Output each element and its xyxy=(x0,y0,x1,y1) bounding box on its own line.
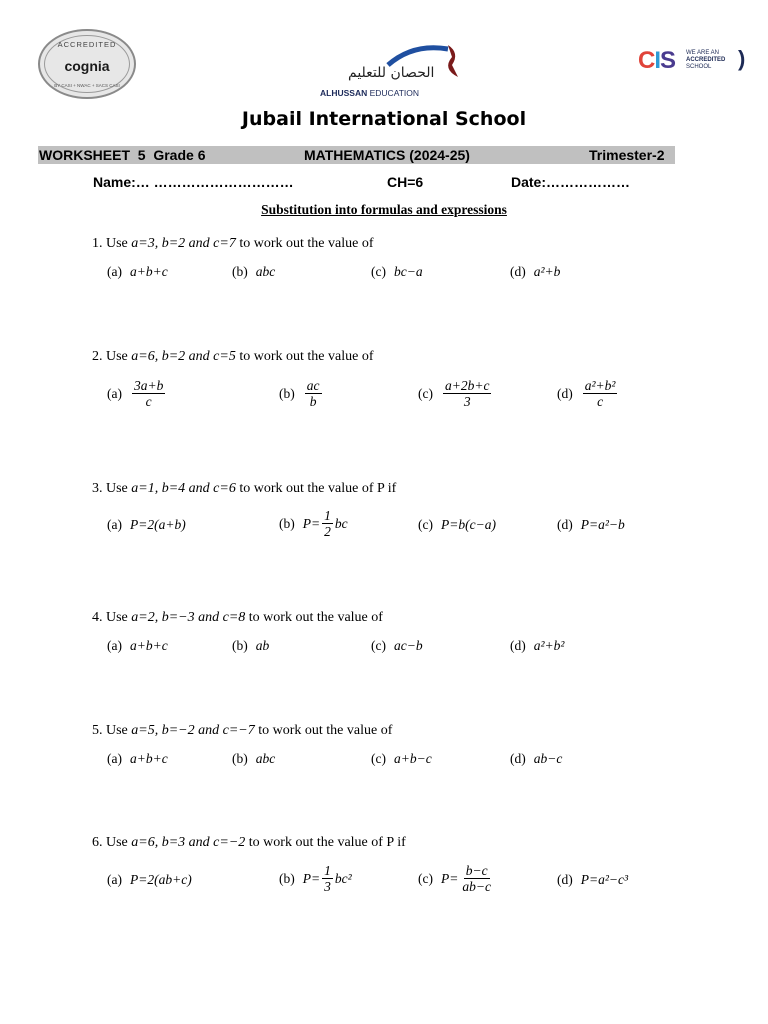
cis-paren-mark: ) xyxy=(738,46,746,71)
cognia-accreditation-logo xyxy=(38,29,136,99)
question-3-part-a: (a) P=2(a+b) xyxy=(107,517,186,532)
cis-accredited-text: WE ARE AN ACCREDITED SCHOOL xyxy=(686,50,726,70)
question-4-part-b: (b) ab xyxy=(232,638,270,653)
topic-heading: Substitution into formulas and expressions xyxy=(261,202,507,217)
cognia-wordmark: cognia xyxy=(64,58,110,74)
term-label: Trimester-2 xyxy=(589,147,665,163)
alhussan-english-text: ALHUSSAN EDUCATION xyxy=(320,88,420,98)
subject-label: MATHEMATICS (2024-25) xyxy=(304,147,470,163)
question-4-part-a: (a) a+b+c xyxy=(107,638,168,653)
cognia-bottom-text: BY CASI + NWAC + SACS CASI xyxy=(54,83,120,88)
question-4-part-c: (c) ac−b xyxy=(371,638,423,653)
worksheet-header-band xyxy=(38,146,675,164)
question-6-part-c: (c) P= $\frac{b-c}{ab-c}$ xyxy=(418,863,491,894)
question-2-part-c: (c) $\frac{a+2b+c}{3}$ xyxy=(418,378,490,409)
question-5-part-c: (c) a+b−c xyxy=(371,751,432,766)
cognia-accredited-text: ACCREDITED xyxy=(57,40,117,49)
question-1-stem: 1. Use a=3, b=2 and c=7 to work out the value of xyxy=(92,236,374,251)
question-5-part-d: (d) ab−c xyxy=(510,751,563,766)
question-3-part-c: (c) P=b(c−a) xyxy=(418,517,496,532)
question-1-part-c: (c) bc−a xyxy=(371,264,423,279)
question-3-stem: 3. Use a=1, b=4 and c=6 to work out the value of P if xyxy=(92,481,397,496)
cis-accredited-logo xyxy=(638,48,748,76)
question-3-part-b: (b) P= $\frac{1}{2}$ bc xyxy=(279,508,348,539)
question-2-stem: 2. Use a=6, b=2 and c=5 to work out the value of xyxy=(92,349,374,364)
chapter-label: CH=6 xyxy=(387,174,424,190)
alhussan-education-logo xyxy=(318,43,470,101)
question-4-stem: 4. Use a=2, b=−3 and c=8 to work out the value of xyxy=(92,610,383,625)
question-1-part-a: (a) a+b+c xyxy=(107,264,168,279)
worksheet-label: WORKSHEET 5 Grade 6 xyxy=(39,147,206,163)
question-1-part-d: (d) a²+b xyxy=(510,264,561,279)
name-field[interactable]: Name:… ………………………… xyxy=(93,174,294,190)
question-6-part-b: (b) P= $\frac{1}{3}$ bc² xyxy=(279,863,352,894)
question-2-part-d: (d) $\frac{\text{a²+b²}}{c}$ xyxy=(557,378,616,409)
question-2-part-a: (a) $\frac{3a+b}{c}$ xyxy=(107,378,164,409)
question-5-stem: 5. Use a=5, b=−2 and c=−7 to work out the value of xyxy=(92,723,393,738)
question-3-part-d: (d) P=a²−b xyxy=(557,517,625,532)
cis-wordmark: CIS xyxy=(638,47,676,74)
question-5-part-b: (b) abc xyxy=(232,751,276,766)
question-1-part-b: (b) abc xyxy=(232,264,276,279)
question-6-part-d: (d) P=a²−c³ xyxy=(557,872,629,887)
date-field[interactable]: Date:……………… xyxy=(511,174,631,190)
question-6-stem: 6. Use a=6, b=3 and c=−2 to work out the value of P if xyxy=(92,835,406,850)
school-name: Jubail International School xyxy=(241,108,527,130)
question-5-part-a: (a) a+b+c xyxy=(107,751,168,766)
alhussan-arabic-text: الحصان للتعليم xyxy=(348,65,435,81)
question-2-part-b: (b) $\frac{ac}{b}$ xyxy=(279,378,320,409)
question-4-part-d: (d) a²+b² xyxy=(510,638,565,653)
question-6-part-a: (a) P=2(ab+c) xyxy=(107,872,192,887)
